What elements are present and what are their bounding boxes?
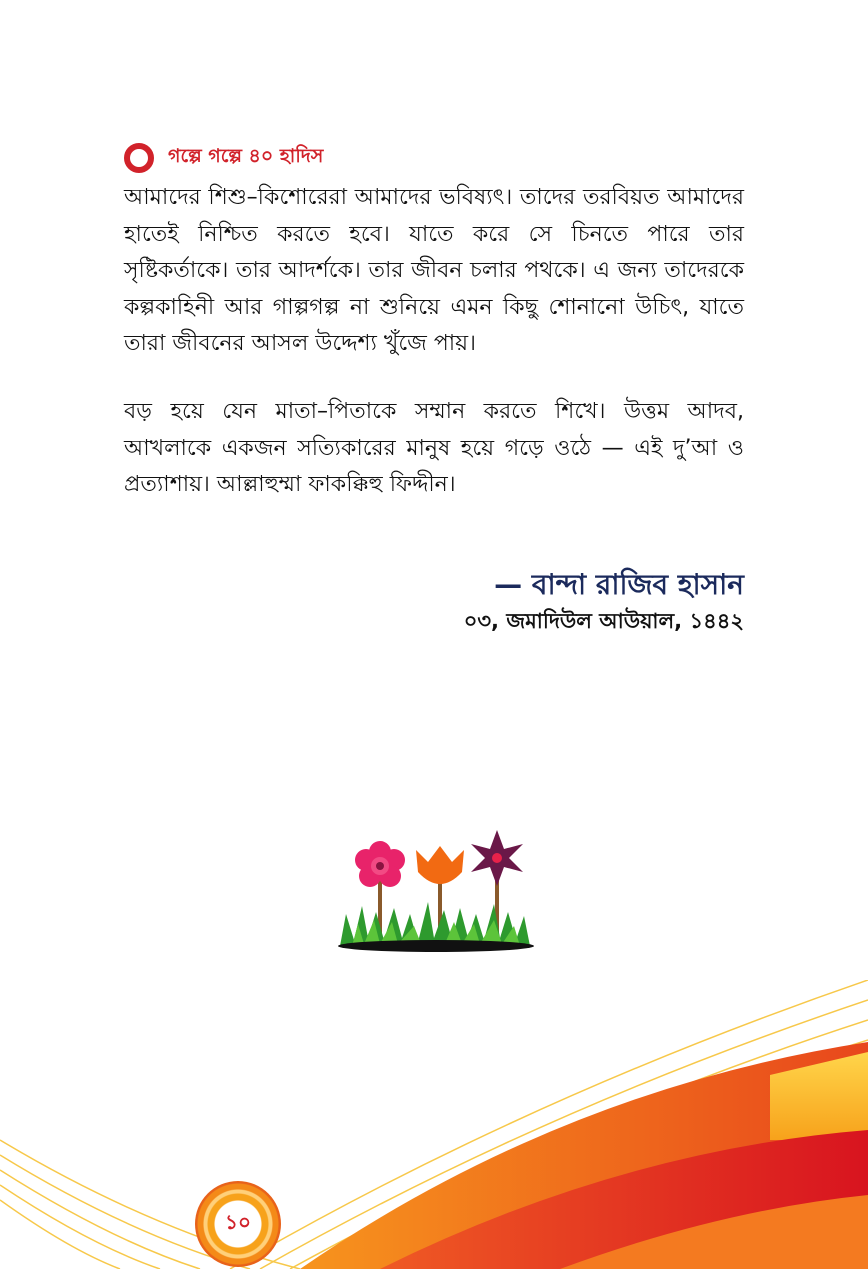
paragraph-1: আমাদের শিশু–কিশোরেরা আমাদের ভবিষ্যৎ। তাদের তরবিয়ত আমাদের হাতেই নিশ্চিত করতে হবে। যাতে করে সে চিনতে পারে তার সৃষ্টিকর্তাকে। তার আদর্শকে। তার জীবন চলার পথকে। এ জন্য তাদেরকে কল্পকাহিনী আর গাল্পগল্প না শুনিয়ে এমন কিছু শোনানো উচিৎ, যাতে তারা জীবনের আসল উদ্দেশ্য খুঁজে পায়।: [124, 185, 744, 356]
page-number: ১০: [225, 1209, 251, 1234]
tulip-icon: [416, 846, 464, 884]
paragraph-2: বড় হয়ে যেন মাতা–পিতাকে সম্মান করতে শিখে। উত্তম আদব, আখলাকে একজন সত্যিকারের মানুষ হয়ে গড়ে ওঠে — এই দু’আ ও প্রত্যাশায়। আল্লাহুম্মা ফাকক্কিহু ফিদ্দীন।: [124, 399, 744, 497]
book-title: গল্পে গল্পে ৪০ হাদিস: [168, 145, 324, 167]
star-flower-icon: [471, 830, 523, 886]
flowers-illustration: [334, 828, 534, 956]
decorative-swoosh-background: [0, 980, 868, 1269]
pink-flower-icon: [355, 841, 405, 887]
ring-bullet-icon: [124, 143, 154, 173]
running-header: [124, 142, 323, 174]
signature-date: ০৩, জমাদিউল আউয়াল, ১৪৪২: [463, 609, 744, 633]
page-number-badge: [195, 1181, 281, 1267]
author-signature: — বান্দা রাজিব হাসান: [494, 568, 744, 601]
